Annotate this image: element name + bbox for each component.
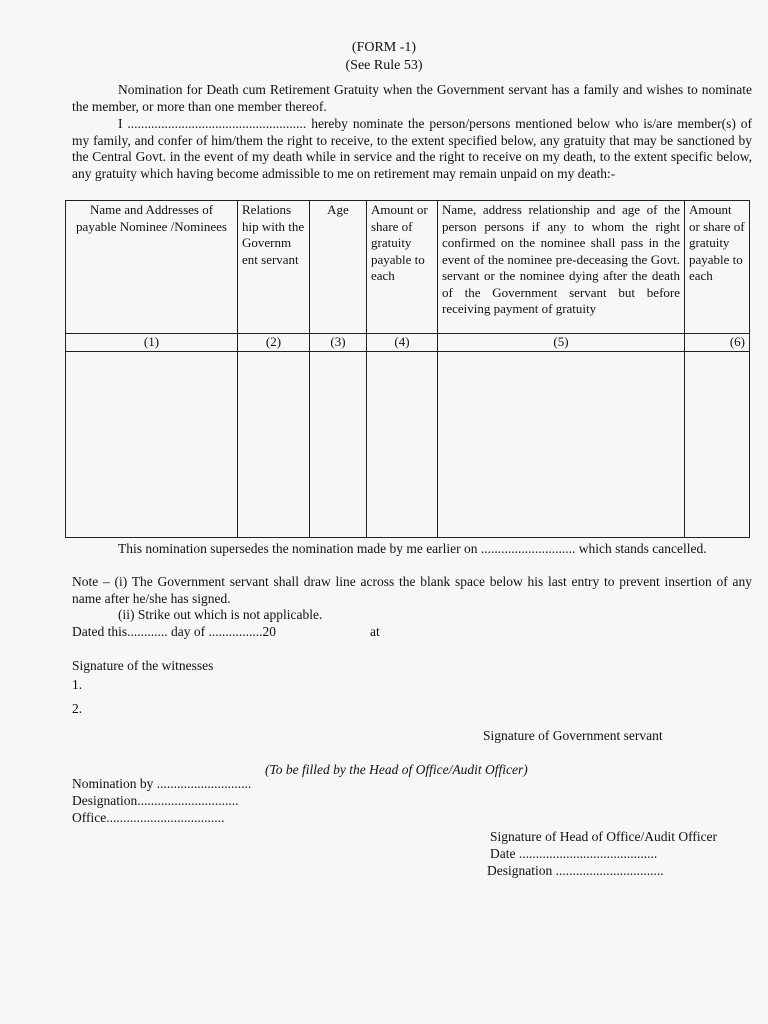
column-number: (2) (238, 334, 310, 352)
entry-nominee-name[interactable] (66, 351, 238, 537)
government-servant-signature: Signature of Government servant (483, 728, 663, 743)
dated-line: Dated this............ day of ................20 (72, 624, 276, 639)
witness-1: 1. (72, 677, 83, 692)
intro-paragraph-1: Nomination for Death cum Retirement Gratuity when the Government servant has a family and wishes to nominate the member, or more than one member thereof. (72, 82, 752, 114)
entry-relationship[interactable] (238, 351, 310, 537)
header-alternate-nominee: Name, address relationship and age of the person persons if any to whom the right confirmed on the nominee shall pass in the event of the nominee pre-deceasing the Govt. servant or the nominee dying after the death of the Government servant but before receiving payment of gratuity (438, 201, 685, 334)
nominee-table (65, 200, 750, 538)
header-amount-alternate: Amount or share of gratuity payable to each (685, 201, 750, 334)
table-number-row (66, 334, 750, 352)
witness-2: 2. (72, 701, 83, 716)
table-header-row (66, 201, 750, 334)
designation-field-2: Designation ................................ (487, 863, 664, 878)
note-two: (ii) Strike out which is not applicable. (118, 607, 323, 622)
column-number: (4) (367, 334, 438, 352)
entry-amount[interactable] (367, 351, 438, 537)
column-number: (1) (66, 334, 238, 352)
date-field: Date ......................................... (490, 846, 658, 861)
header-relationship: Relations hip with the Governm ent servant (238, 201, 310, 334)
nomination-by-field: Nomination by ............................ (72, 776, 252, 791)
header-nominee-name: Name and Addresses of payable Nominee /Nominees (66, 201, 238, 334)
entry-amount-alternate[interactable] (685, 351, 750, 537)
supersede-statement: This nomination supersedes the nomination made by me earlier on ............................ which stands cancelled. (118, 541, 707, 556)
column-number: (3) (310, 334, 367, 352)
intro-paragraph-2: I ..................................................... hereby nominate the person/persons mentioned below who is/are member(s) of my family, and confer of him/them the right to receive, to the extent specified below, any gratuity that may be sanctioned by the Central Govt. in the event of my death while in service and the right to receive on my death, to the extent specific below, any gratuity which having become admissible to me on retirement may remain unpaid on my death:- (72, 116, 752, 181)
rule-reference: (See Rule 53) (345, 58, 423, 73)
form-title: (FORM -1) (351, 40, 417, 55)
office-section-heading: (To be filled by the Head of Office/Audit Officer) (265, 762, 528, 777)
note-one: Note – (i) The Government servant shall draw line across the blank space below his last entry to prevent insertion of any name after he/she has signed. (72, 574, 752, 606)
office-field: Office................................... (72, 810, 225, 825)
designation-field: Designation.............................. (72, 793, 239, 808)
header-age: Age (310, 201, 367, 334)
witnesses-label: Signature of the witnesses (72, 658, 214, 673)
dated-at: at (370, 624, 380, 639)
header-amount: Amount or share of gratuity payable to each (367, 201, 438, 334)
head-of-office-signature: Signature of Head of Office/Audit Officer (490, 829, 718, 844)
table-entry-row[interactable] (66, 351, 750, 537)
column-number: (6) (685, 334, 750, 352)
column-number: (5) (438, 334, 685, 352)
entry-alternate-nominee[interactable] (438, 351, 685, 537)
entry-age[interactable] (310, 351, 367, 537)
